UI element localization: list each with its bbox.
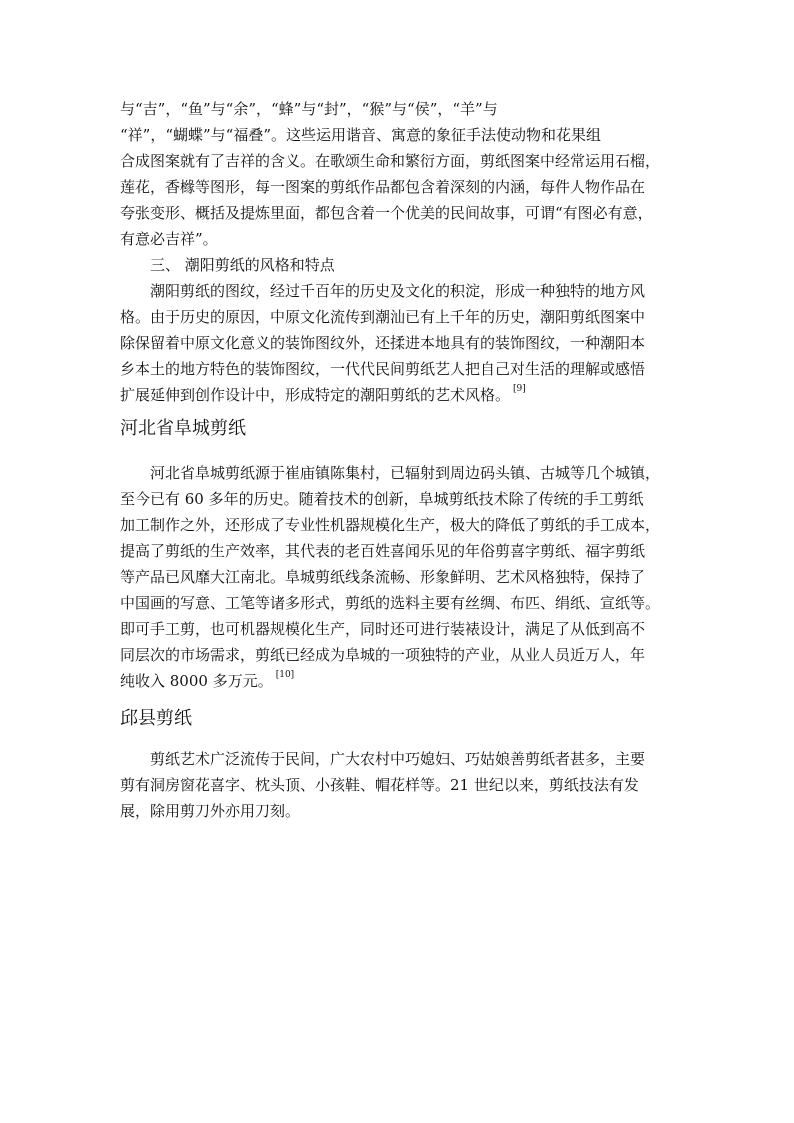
subsection-heading: 三、 潮阳剪纸的风格和特点 bbox=[150, 256, 335, 274]
section-heading-qiuxian: 邱县剪纸 bbox=[120, 708, 192, 729]
paragraph-chaoyang-auspicious bbox=[120, 96, 680, 408]
text-line: 扩展延伸到创作设计中，形成特定的潮阳剪纸的艺术风格。 bbox=[120, 386, 511, 404]
text-line: 剪纸艺术广泛流传于民间，广大农村中巧媳妇、巧姑娘善剪纸者甚多，主要 bbox=[150, 750, 646, 768]
text-line: 潮阳剪纸的图纹，经过千百年的历史及文化的积淀，形成一种独特的地方风 bbox=[150, 282, 646, 300]
text-line: 纯收入 8000 多万元。 bbox=[120, 672, 273, 690]
text-line: 提高了剪纸的生产效率，其代表的老百姓喜闻乐见的年俗剪喜字剪纸、福字剪纸 bbox=[120, 542, 646, 560]
text-line: 中国画的写意、工笔等诸多形式，剪纸的选料主要有丝绸、布匹、绢纸、宣纸等。 bbox=[120, 594, 661, 612]
citation-reference: [10] bbox=[275, 670, 295, 680]
citation-reference: [9] bbox=[513, 384, 526, 394]
text-line: 莲花，香橼等图形，每一图案的剪纸作品都包含着深刻的内涵，每件人物作品在 bbox=[120, 178, 646, 196]
text-line-with-reference bbox=[120, 668, 680, 694]
text-line: 等产品已风靡大江南北。阜城剪纸线条流畅、形象鲜明、艺术风格独特，保持了 bbox=[120, 568, 646, 586]
text-line-with-reference bbox=[120, 382, 680, 408]
text-line: 夸张变形、概括及提炼里面，都包含着一个优美的民间故事，可谓“有图必有意， bbox=[120, 204, 653, 222]
text-line: 合成图案就有了吉祥的含义。在歌颂生命和繁衍方面，剪纸图案中经常运用石榴， bbox=[120, 152, 661, 170]
text-line: 加工制作之外，还形成了专业性机器规模化生产，极大的降低了剪纸的手工成本， bbox=[120, 516, 661, 534]
section-heading-hebei: 河北省阜城剪纸 bbox=[120, 418, 246, 439]
text-line: 至今已有 60 多年的历史。随着技术的创新，阜城剪纸技术除了传统的手工剪纸 bbox=[120, 490, 644, 508]
text-line: 即可手工剪，也可机器规模化生产，同时还可进行装裱设计，满足了从低到高不 bbox=[120, 620, 646, 638]
paragraph-hebei-fucheng bbox=[120, 460, 680, 694]
text-line: 除保留着中原文化意义的装饰图纹外，还揉进本地具有的装饰图纹，一种潮阳本 bbox=[120, 334, 646, 352]
text-line: 展，除用剪刀外亦用刀刻。 bbox=[120, 802, 301, 820]
text-line: 同层次的市场需求，剪纸已经成为阜城的一项独特的产业，从业人员近万人，年 bbox=[120, 646, 646, 664]
paragraph-qiuxian bbox=[120, 746, 680, 824]
text-line: “祥”，“蝴蝶”与“福叠”。这些运用谐音、寓意的象征手法使动物和花果组 bbox=[120, 126, 602, 144]
text-line: 有意必吉祥”。 bbox=[120, 230, 218, 248]
text-line: 格。由于历史的原因，中原文化流传到潮汕已有上千年的历史，潮阳剪纸图案中 bbox=[120, 308, 646, 326]
text-line: 乡本土的地方特色的装饰图纹，一代代民间剪纸艺人把自己对生活的理解或感悟 bbox=[120, 360, 646, 378]
text-line: 河北省阜城剪纸源于崔庙镇陈集村，已辐射到周边码头镇、古城等几个城镇， bbox=[150, 464, 661, 482]
text-line: 与“吉”，“鱼”与“余”，“蜂”与“封”，“猴”与“侯”，“羊”与 bbox=[120, 100, 498, 118]
text-line: 剪有洞房窗花喜字、枕头顶、小孩鞋、帽花样等。21 世纪以来，剪纸技法有发 bbox=[120, 776, 639, 794]
